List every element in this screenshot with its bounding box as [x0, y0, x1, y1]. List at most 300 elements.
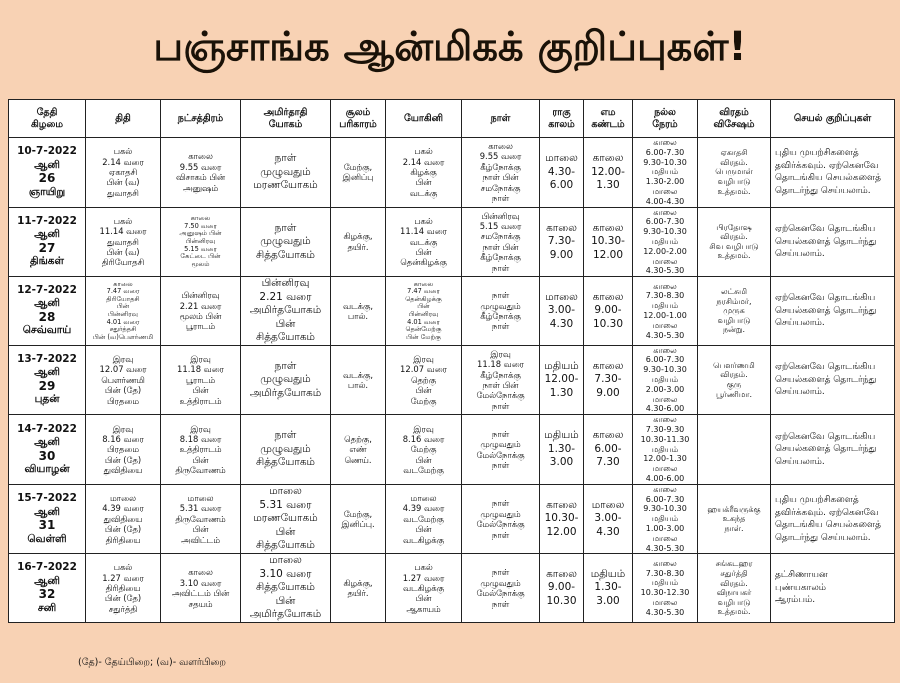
cell-line: 4.30 [549, 317, 574, 330]
cell-line: இரவு [190, 353, 211, 364]
cell-line: விசாகம் பின் [175, 172, 226, 183]
cell-line: புதன் [34, 393, 60, 406]
cell-line: பின் [415, 247, 432, 258]
cell-line: 7.47 வரை [407, 287, 440, 296]
cell-line: நாள் [274, 429, 297, 442]
cell-thithi [86, 554, 161, 623]
cell-line: முழுவதும் [260, 165, 311, 178]
cell-line: 7.30- [547, 235, 576, 248]
cell-line: அமிர்தயோகம் [249, 608, 322, 621]
header-line: விசேஷம் [713, 118, 755, 130]
cell-line: பூராடம் [185, 374, 216, 385]
cell-line: 10-7-2022 [17, 145, 77, 158]
cell-ema [584, 207, 633, 277]
cell-line: செயல்களைத் தொடர்ந்து [775, 444, 877, 455]
cell-line: கிழக்கு, [343, 231, 373, 242]
cell-line: சதுர்த்தசி [109, 325, 137, 334]
cell-line: விரதம். [720, 232, 748, 242]
cell-line: பகல் [414, 215, 433, 226]
cell-line: காலை [592, 429, 624, 442]
cell-line: காலை [653, 415, 677, 425]
header-line: எம [600, 106, 616, 118]
cell-line: நாள் [491, 400, 510, 411]
cell-line: மாலை [652, 533, 678, 543]
cell-line: காலை [653, 281, 677, 291]
cell-nalla [633, 345, 698, 415]
cell-line: கீழ்நோக்கு [480, 161, 521, 172]
cell-line: 12.07 வரை [99, 364, 147, 375]
cell-line: காலை [653, 138, 677, 147]
cell-line: இரவு [112, 353, 134, 364]
cell-date [9, 345, 86, 415]
cell-line: 4.30-5.30 [645, 543, 685, 553]
cell-line: பின் (தே) [104, 593, 142, 604]
cell-rahu [540, 207, 584, 277]
cell-date [9, 554, 86, 623]
header-line: கண்டம் [591, 118, 625, 130]
cell-notes [771, 484, 895, 554]
cell-line: 4.30-6.00 [645, 404, 685, 414]
cell-line: காலை [546, 221, 577, 234]
cell-line: பின் [415, 385, 432, 396]
header-line: கிழமை [30, 118, 64, 130]
cell-natchathiram [161, 345, 241, 415]
cell-line: செவ்வாய் [22, 324, 72, 337]
cell-line: வழிபாடு [717, 597, 751, 607]
cell-line: 1.27 வரை [102, 572, 144, 583]
cell-line: செய்யலாம். [775, 249, 825, 260]
cell-soolam [331, 554, 386, 623]
cell-line: 9.00 [549, 248, 574, 261]
cell-line: வியாழன் [24, 463, 70, 476]
cell-line: 15-7-2022 [17, 492, 77, 505]
cell-line: 6.00-7.30 [645, 355, 685, 365]
cell-line: மாலை [187, 493, 214, 504]
cell-line: வடக்கு, [342, 369, 374, 380]
cell-line: பின் மேற்கு [406, 332, 441, 341]
cell-line: 3.00- [547, 304, 576, 317]
cell-line: மாலை [652, 186, 678, 196]
cell-line: 3.00 [549, 456, 574, 469]
cell-line: பின் (தே) [104, 524, 142, 535]
cell-line: அமிர்தயோகம் [249, 304, 322, 317]
cell-line: செயல்களைத் தொடர்ந்து [775, 236, 877, 247]
cell-viratham [698, 138, 771, 208]
cell-line: குரு [726, 379, 742, 389]
cell-line: ஆனி [34, 297, 60, 310]
header-line: விரதம் [719, 106, 749, 118]
table-header-row [9, 100, 895, 138]
header-ema [584, 100, 633, 138]
cell-line: முழுவதும் [480, 300, 521, 311]
cell-line: மேல்நோக்கு [476, 449, 525, 460]
cell-line: மேல்நோக்கு [476, 390, 525, 401]
cell-line: 9.00 [596, 386, 620, 399]
cell-line: துவாதசி [107, 236, 139, 247]
cell-line: காலை [488, 141, 513, 152]
cell-line: புதிய முயற்சிகளைத் [775, 148, 859, 159]
header-line: நேரம் [652, 118, 678, 130]
cell-viratham [698, 207, 771, 277]
table-row [9, 484, 895, 554]
cell-line: 4.30-5.30 [645, 266, 685, 276]
cell-line: ஏற்கெனவே தொடங்கிய [775, 362, 876, 373]
cell-line: திரியோதசி [101, 257, 145, 268]
cell-line: முழுவதும் [260, 442, 311, 455]
cell-line: சதுர்த்தி [108, 603, 138, 614]
cell-line: 1.30- [547, 442, 576, 455]
header-line: நாள் [490, 112, 511, 124]
cell-line: பெருமாள் [715, 167, 753, 177]
cell-line: 2.00-3.00 [645, 384, 685, 394]
cell-line: தொடர்ந்து செய்யலாம். [775, 532, 871, 543]
cell-line: தெற்கு [410, 374, 437, 385]
cell-line: ஆனி [34, 574, 60, 587]
cell-line: இனிப்பு. [341, 519, 375, 530]
cell-notes [771, 415, 895, 485]
cell-viratham [698, 345, 771, 415]
table-row [9, 345, 895, 415]
cell-line: 6.00 [549, 179, 574, 192]
panchangam-table [8, 99, 895, 623]
cell-line: மாலை [269, 485, 302, 498]
cell-line: தவிர்க்கவும். ஏற்கெனவே [775, 507, 879, 518]
cell-thithi [86, 138, 161, 208]
cell-rahu [540, 345, 584, 415]
cell-ema [584, 138, 633, 208]
cell-line: மாலை [652, 597, 678, 607]
cell-line: அவிட்டம் பின் [171, 588, 230, 599]
cell-line: துவிதியை [103, 465, 143, 476]
cell-line: கீழ்நோக்கு [480, 252, 521, 263]
cell-line: வடகிழக்கு [402, 582, 445, 593]
cell-line: பின் (வ) [106, 247, 140, 258]
cell-line: 11.14 வரை [99, 226, 147, 237]
cell-natchathiram [161, 207, 241, 277]
cell-line: நாள் [274, 359, 297, 372]
header-line: அமிர்தாதி [263, 106, 308, 118]
cell-line: பால். [347, 310, 369, 321]
cell-line: திருவோணம் [175, 513, 226, 524]
cell-line: பின்னிரவு [185, 237, 216, 246]
cell-line: தயிர். [347, 241, 369, 252]
cell-line: பின்னிரவு [261, 277, 310, 290]
cell-line: 4.39 வரை [402, 503, 445, 514]
cell-line: 12.00-1.00 [643, 310, 687, 320]
cell-line: 11.18 வரை [477, 359, 524, 370]
cell-line: ஞாயிறு [28, 185, 66, 198]
cell-date [9, 484, 86, 554]
cell-line: கீழ்நோக்கு [480, 310, 521, 321]
cell-line: 5.15 வரை [184, 244, 217, 253]
cell-yogini [386, 277, 462, 346]
header-line: பரிகாரம் [339, 118, 377, 130]
cell-date [9, 138, 86, 208]
cell-line: 12.00- [591, 165, 625, 178]
cell-line: பின்னிரவு [408, 309, 439, 318]
cell-line: காலை [653, 345, 677, 355]
cell-viratham [698, 415, 771, 485]
header-yogini [386, 100, 462, 138]
cell-line: தட்சிணாயன [775, 570, 828, 581]
cell-line: 7.30-8.30 [645, 568, 685, 578]
cell-soolam [331, 277, 386, 346]
cell-line: லட்சுமி [720, 286, 748, 296]
cell-ema [584, 554, 633, 623]
cell-line: எண் [349, 444, 367, 455]
cell-line: விரதம். [720, 578, 748, 588]
legend-note: (தே)- தேய்பிறை; (வ)- வளர்பிறை [78, 657, 226, 668]
cell-line: பூர்ணிமா. [715, 389, 752, 399]
cell-line: 2.14 வரை [102, 156, 144, 167]
cell-line: தொடங்கிய செயல்களைத் [775, 520, 882, 531]
cell-line: 12-7-2022 [17, 283, 77, 296]
cell-line: மூலம் [191, 259, 210, 268]
cell-line: நாள் [491, 262, 510, 273]
cell-line: மேற்கு [410, 444, 437, 455]
cell-line: 8.18 வரை [179, 433, 222, 444]
header-naal [462, 100, 540, 138]
cell-line: பகல் [113, 146, 133, 157]
cell-line: 1.27 வரை [402, 572, 445, 583]
cell-notes [771, 138, 895, 208]
cell-line: ஹயக்ரீவருக்கு [707, 504, 761, 514]
cell-natchathiram [161, 415, 241, 485]
cell-line: 10.30-12.30 [640, 588, 690, 598]
cell-line: 9.30-10.30 [643, 504, 687, 514]
cell-line: பிரதமை [106, 395, 140, 406]
cell-natchathiram [161, 138, 241, 208]
cell-line: 6.00-7.30 [645, 217, 685, 227]
cell-line: வழிபாடு [717, 315, 751, 325]
cell-line: பின் (தே) [104, 454, 142, 465]
cell-line: 30 [38, 448, 56, 463]
cell-line: துவிதியை [103, 513, 143, 524]
header-line: சூலம் [345, 106, 371, 118]
cell-line: ஏகாதசி [720, 148, 748, 158]
cell-amirthathi [241, 484, 331, 554]
cell-line: 3.10 வரை [179, 577, 222, 588]
cell-line: 10.30- [591, 235, 625, 248]
cell-yogini [386, 484, 462, 554]
cell-viratham [698, 484, 771, 554]
cell-soolam [331, 415, 386, 485]
cell-line: 31 [38, 518, 56, 533]
cell-line: நரசிம்மர், [716, 296, 752, 306]
cell-line: மாலை [545, 290, 578, 303]
cell-naal [462, 345, 540, 415]
cell-line: நாள் [491, 321, 510, 332]
cell-line: முழுவதும் [480, 508, 521, 519]
cell-nalla [633, 207, 698, 277]
cell-line: பின் [192, 385, 209, 396]
cell-amirthathi [241, 207, 331, 277]
cell-line: நாள் [491, 567, 510, 578]
cell-line: நாள் [491, 459, 510, 470]
cell-line: 4.00-4.30 [645, 196, 685, 206]
cell-line: மேல்நோக்கு [476, 588, 525, 599]
cell-amirthathi [241, 138, 331, 208]
cell-natchathiram [161, 484, 241, 554]
cell-line: மதியம் [651, 444, 679, 454]
cell-line: திரிதியை [105, 534, 141, 545]
cell-ema [584, 277, 633, 346]
cell-line: மாலை [410, 493, 437, 504]
cell-line: செயல்களைத் தொடர்ந்து [775, 305, 877, 316]
cell-line: தொடர்ந்து செய்யலாம். [775, 185, 871, 196]
cell-line: திங்கள் [30, 255, 64, 268]
cell-line: மூலம் பின் [179, 310, 222, 321]
cell-line: திரியோதசி [106, 294, 140, 303]
cell-line: 4.30-5.30 [645, 607, 685, 617]
cell-line: செய்யலாம். [775, 456, 825, 467]
cell-natchathiram [161, 554, 241, 623]
table-row [9, 415, 895, 485]
cell-line: 5.31 வரை [179, 503, 222, 514]
header-date [9, 100, 86, 138]
cell-line: 11.14 வரை [400, 226, 447, 237]
cell-line: சனி [37, 601, 57, 614]
cell-line: 5.31 வரை [259, 498, 312, 511]
cell-line: 10.30 [546, 594, 577, 607]
cell-naal [462, 484, 540, 554]
cell-line: 10.30-11.30 [640, 434, 690, 444]
cell-line: மேற்கு, [343, 508, 373, 519]
cell-line: புதிய முயற்சிகளைத் [775, 495, 859, 506]
cell-thithi [86, 207, 161, 277]
cell-line: 9.00- [547, 581, 576, 594]
cell-line: 9.55 வரை [479, 151, 522, 162]
cell-line: வடமேற்கு [403, 465, 444, 476]
page-title: பஞ்சாங்க ஆன்மிகக் குறிப்புகள்! [153, 24, 747, 70]
table-row [9, 207, 895, 277]
cell-line: காலை [113, 279, 133, 288]
cell-line: பின் [192, 524, 209, 535]
cell-line: பால். [347, 379, 369, 390]
cell-line: மதியம் [544, 429, 579, 442]
cell-line: தென்கிழக்கு [400, 257, 447, 268]
cell-line: காலை [188, 567, 213, 578]
cell-line: செயல்களைத் தொடர்ந்து [775, 374, 877, 385]
cell-line: 3.00 [596, 594, 620, 607]
cell-line: 4.30 [596, 525, 620, 538]
cell-viratham [698, 554, 771, 623]
cell-line: சித்தயோகம் [255, 248, 315, 261]
cell-line: மாலை [110, 493, 136, 504]
cell-line: 4.01 வரை [407, 317, 440, 326]
cell-rahu [540, 415, 584, 485]
cell-line: 3.00- [594, 512, 622, 525]
cell-yogini [386, 554, 462, 623]
cell-line: காலை [592, 359, 624, 372]
cell-line: முழுவதும் [260, 373, 311, 386]
cell-date [9, 415, 86, 485]
cell-line: ஆனி [34, 436, 60, 449]
cell-line: பகல் [414, 146, 433, 157]
cell-line: பின் (வ)பௌர்ணமி [92, 332, 154, 341]
cell-ema [584, 415, 633, 485]
cell-amirthathi [241, 277, 331, 346]
cell-ema [584, 345, 633, 415]
cell-line: 7.30- [594, 373, 622, 386]
cell-line: 6.00-7.30 [645, 494, 685, 504]
cell-nalla [633, 554, 698, 623]
cell-line: பின் [415, 177, 432, 188]
cell-line: காலை [188, 151, 213, 162]
cell-line: 7.30-8.30 [645, 291, 685, 301]
cell-line: மதியம் [651, 301, 679, 311]
cell-line: நாள் பின் [482, 241, 519, 252]
cell-line: 11.18 வரை [177, 364, 224, 375]
cell-line: 8.16 வரை [102, 433, 144, 444]
table-row [9, 554, 895, 623]
cell-line: இரவு [490, 348, 511, 359]
cell-nalla [633, 138, 698, 208]
cell-line: துவாதசி [107, 187, 139, 198]
cell-line: பின்னிரவு [181, 290, 220, 301]
cell-line: ஏற்கெனவே தொடங்கிய [775, 293, 876, 304]
cell-line: சித்தயோகம் [255, 581, 315, 594]
cell-line: 4.01 வரை [106, 317, 140, 326]
cell-line: பின் [417, 302, 430, 311]
cell-line: பின் [192, 454, 209, 465]
cell-line: சதுர்த்தி [720, 568, 748, 578]
cell-naal [462, 207, 540, 277]
cell-notes [771, 277, 895, 346]
cell-line: பிரதோஷ [716, 222, 752, 232]
cell-line: மேற்கு, [343, 161, 373, 172]
cell-line: சமநோக்கு [480, 231, 521, 242]
cell-line: காலை [653, 558, 677, 568]
cell-thithi [86, 345, 161, 415]
cell-line: மதியம் [651, 236, 679, 246]
cell-line: 7.50 வரை [184, 221, 217, 230]
cell-line: மேற்கு [410, 395, 437, 406]
header-line: திதி [115, 112, 131, 124]
cell-line: காலை [592, 152, 624, 165]
cell-line: 4.30-5.30 [645, 330, 685, 340]
cell-line: மாலை [652, 320, 678, 330]
cell-line: நாள் [491, 529, 510, 540]
cell-line: 16-7-2022 [17, 561, 77, 574]
cell-naal [462, 554, 540, 623]
cell-line: நாள். [724, 523, 744, 533]
cell-line: நாள் [491, 193, 510, 204]
header-line: யோகம் [268, 118, 303, 130]
cell-line: மேல்நோக்கு [476, 519, 525, 530]
cell-line: 9.30-10.30 [643, 365, 687, 375]
cell-line: பின் [415, 454, 432, 465]
cell-line: சித்தயோகம் [255, 456, 315, 469]
header-viratham [698, 100, 771, 138]
cell-natchathiram [161, 277, 241, 346]
cell-line: மதியம் [651, 375, 679, 385]
cell-line: வடக்கு, [342, 300, 374, 311]
cell-line: 9.30-10.30 [643, 227, 687, 237]
cell-line: நாள் [274, 221, 297, 234]
cell-line: ஆனி [34, 505, 60, 518]
cell-line: ஆரம்பம். [775, 595, 816, 606]
cell-line: வடமேற்கு [403, 513, 444, 524]
cell-line: 4.39 வரை [102, 503, 144, 514]
cell-line: 1.30 [549, 386, 574, 399]
cell-line: 1.30 [596, 179, 620, 192]
cell-line: 2.21 வரை [179, 300, 222, 311]
cell-nalla [633, 484, 698, 554]
cell-line: பின் [275, 317, 296, 330]
cell-line: ஆனி [34, 158, 60, 171]
cell-line: மாலை [652, 464, 678, 474]
